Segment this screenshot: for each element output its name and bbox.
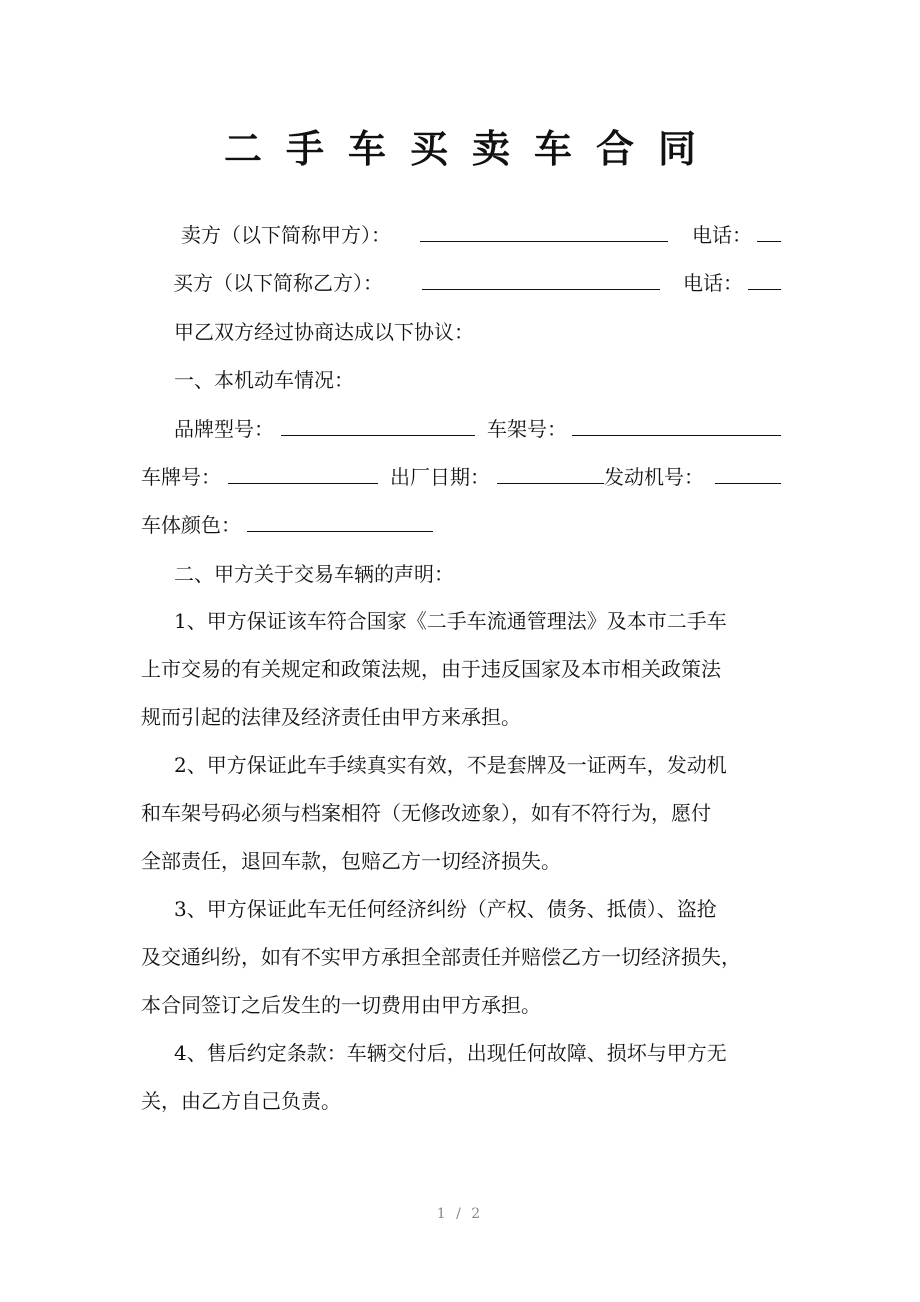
buyer-name-field[interactable] <box>422 267 660 290</box>
clause-3-line: 本合同签订之后发生的一切费用由甲方承担。 <box>141 993 541 1017</box>
plate-field[interactable] <box>228 461 378 484</box>
seller-name-field[interactable] <box>420 219 668 242</box>
clause-4 <box>141 1029 781 1125</box>
frame-label: 车架号： <box>487 417 567 441</box>
clause-2-line: 全部责任，退回车款，包赔乙方一切经济损失。 <box>141 849 561 873</box>
buyer-phone-field[interactable] <box>748 267 781 290</box>
buyer-label: 买方（以下简称乙方）： <box>173 271 383 295</box>
seller-phone-field[interactable] <box>757 219 781 242</box>
clause-1-line: 上市交易的有关规定和政策法规，由于违反国家及本市相关政策法 <box>141 657 721 681</box>
date-field[interactable] <box>497 461 604 484</box>
intro-text: 甲乙双方经过协商达成以下协议： <box>174 320 474 344</box>
page-number: 1 / 2 <box>436 1206 484 1222</box>
clause-1 <box>141 597 781 741</box>
brand-field[interactable] <box>281 413 475 436</box>
clause-1-line: 规而引起的法律及经济责任由甲方来承担。 <box>141 705 521 729</box>
plate-label: 车牌号： <box>141 465 221 489</box>
clause-2-line: 和车架号码必须与档案相符（无修改迹象），如有不符行为，愿付 <box>141 801 711 825</box>
engine-field[interactable] <box>715 461 781 484</box>
clause-2 <box>141 741 781 885</box>
clause-3-line: 3、甲方保证此车无任何经济纠纷（产权、债务、抵债）、盗抢 <box>174 897 717 921</box>
document-title: 二手车买卖车合同 <box>223 127 720 171</box>
date-label: 出厂日期： <box>390 465 490 489</box>
clause-2-line: 2、甲方保证此车手续真实有效，不是套牌及一证两车，发动机 <box>174 753 727 777</box>
clause-3-line: 及交通纠纷，如有不实甲方承担全部责任并赔偿乙方一切经济损失， <box>141 945 741 969</box>
frame-field[interactable] <box>572 413 781 436</box>
seller-label: 卖方（以下简称甲方）： <box>181 223 391 247</box>
color-field[interactable] <box>247 509 433 532</box>
engine-label: 发动机号： <box>604 465 704 489</box>
brand-label: 品牌型号： <box>174 417 274 441</box>
clause-4-line: 关，由乙方自己负责。 <box>141 1089 341 1113</box>
color-label: 车体颜色： <box>141 513 241 537</box>
clause-3 <box>141 885 781 1029</box>
buyer-phone-label: 电话： <box>683 271 743 295</box>
section2-heading: 二、甲方关于交易车辆的声明： <box>174 562 454 586</box>
seller-phone-label: 电话： <box>692 223 752 247</box>
clause-1-line: 1、甲方保证该车符合国家《二手车流通管理法》及本市二手车 <box>174 609 727 633</box>
clause-4-line: 4、售后约定条款：车辆交付后，出现任何故障、损坏与甲方无 <box>174 1041 727 1065</box>
section1-heading: 一、本机动车情况： <box>174 368 354 392</box>
